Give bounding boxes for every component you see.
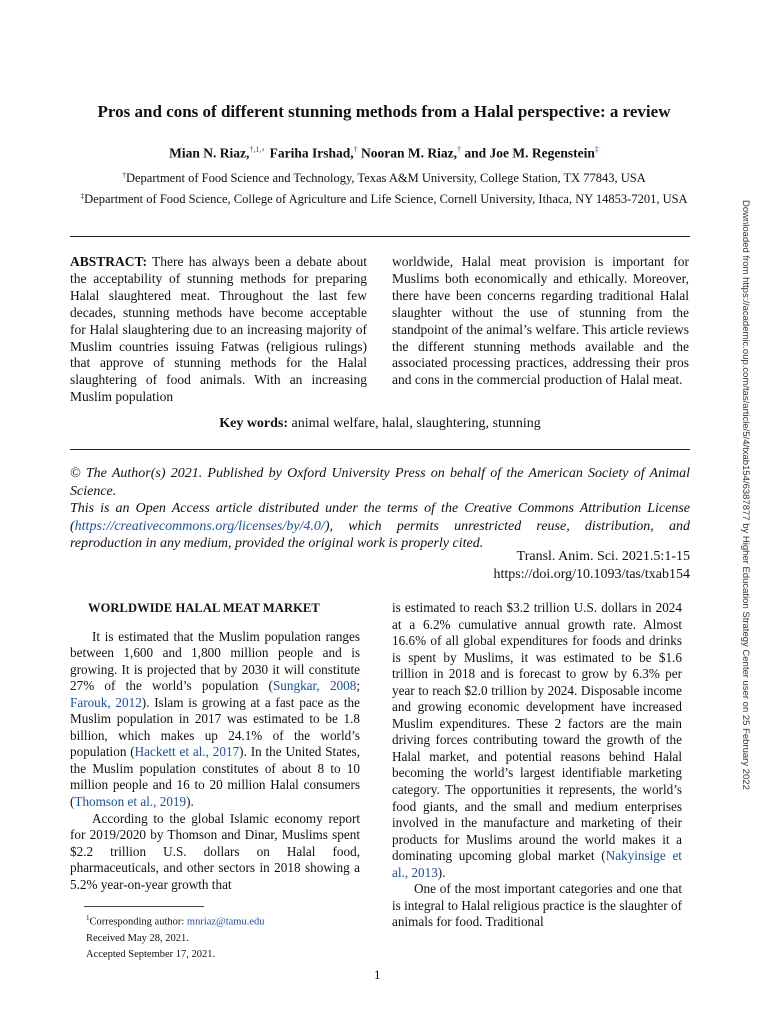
footnotes xyxy=(86,910,265,963)
license-statement xyxy=(70,465,690,553)
corresponding-author: $^1$Corresponding author: mnriaz@tamu.edu xyxy=(86,914,265,928)
author-list xyxy=(40,141,728,163)
author-marks: † xyxy=(456,145,461,154)
paragraph: One of the most important categories and one that is integral to Halal religious practice is the slaughter of animals for food. Traditional xyxy=(392,881,682,930)
section-heading: WORLDWIDE HALAL MEAT MARKET xyxy=(88,601,320,615)
keywords xyxy=(70,416,690,432)
abstract-label: ABSTRACT: xyxy=(70,254,148,269)
abstract-column-2: worldwide, Halal meat provision is important for Muslims both economically and ethically. Moreover, there have been concerns regarding traditional Halal slaughter without the use of stunning from the standpoint of the animal’s welfare. This article reviews the different stunning methods available and the associated processing practices, addressing their pros and cons in the commercial production of Halal meat. xyxy=(392,254,689,388)
citation-link[interactable]: Thomson et al., 2019 xyxy=(74,794,187,810)
license-link[interactable]: https://creativecommons.org/licenses/by/4.0/ xyxy=(74,518,325,534)
citation-link[interactable]: Hackett et al., 2017 xyxy=(134,744,240,760)
paragraph: is estimated to reach $3.2 trillion U.S. dollars in 2024 at a 6.2% cumulative annual growth rate. Almost 16.6% of all global expenditures for foods and drinks is spent by Muslims, it was estimated to be $1.6 trillion in 2018 and is forecast to grow by 6.3% per year to reach $2.0 trillion by 2024. Disposable income and growing economic development have increased Muslim expenditures. These 2 factors are the main driving forces contributing toward the growth of the Halal market, and potential reasons behind Halal becoming the world’s largest identifiable marketing category. The opportunities it represents, the world’s food giants, and the small and medium enterprises involved in the manufacture and marketing of their products for Muslims around the world makes it a dominating upcoming global market (Nakyinsige et al., 2013). xyxy=(392,600,682,880)
abstract-column-1 xyxy=(70,254,367,406)
citation-link[interactable]: Nakyinsige et al., 2013 xyxy=(392,848,682,880)
citation-link[interactable]: Farouk, 2012 xyxy=(70,694,142,710)
received-date: Received May 28, 2021. xyxy=(86,932,189,944)
author-marks: † xyxy=(353,145,358,154)
paragraph: According to the global Islamic economy report for 2019/2020 by Thomson and Dinar, Muslims spent $2.2 trillion U.S. dollars on Halal food, pharmaceuticals, and other sectors in 2018 showing a 5.2% year-on-year growth that xyxy=(70,810,360,892)
affiliation-1: †Department of Food Science and Technology, Texas A&M University, College Station, TX 77843, USA xyxy=(122,170,646,186)
download-watermark xyxy=(735,200,755,840)
journal-ref: Transl. Anim. Sci. 2021.5:1-15 xyxy=(516,549,690,564)
email-link[interactable]: mnriaz@tamu.edu xyxy=(186,916,265,928)
license-line: This is an Open Access article distributed under the terms of the Creative Commons Attribution License (https://creativecommons.org/licenses/by/4.0/), which permits unrestricted reuse, distribution, and reproduction in any medium, provided the original work is properly cited. xyxy=(70,501,690,551)
journal-citation xyxy=(493,548,690,583)
download-watermark-text: Downloaded from https://academic.oup.com/tas/article/5/4/txab154/6387877 by Higher Education Strategy Center user on 25 February 2022 xyxy=(740,200,751,790)
author-name: Mian N. Riaz, xyxy=(169,145,250,161)
keywords-text: animal welfare, halal, slaughtering, stunning xyxy=(291,416,541,431)
abstract-text: There has always been a debate about the acceptability of stunning methods for preparing Halal slaughtered meat. Throughout the last few decades, stunning methods have become acceptable for Halal slaughtering due to an increasing majority of Muslim countries issuing Fatwas (religious rulings) that approve of stunning methods for the Halal slaughtering of food animals. With an increasing Muslim population xyxy=(70,254,367,405)
body-column-1 xyxy=(70,600,360,893)
author-name: Nooran M. Riaz, xyxy=(361,145,457,161)
accepted-date: Accepted September 17, 2021. xyxy=(86,948,216,960)
doi-link[interactable]: https://doi.org/10.1093/tas/txab154 xyxy=(493,566,690,582)
body-column-2 xyxy=(392,600,682,931)
affiliation-2: ‡Department of Food Science, College of Agriculture and Life Science, Cornell University, Ithaca, NY 14853-7201, USA xyxy=(80,191,688,207)
article-title: Pros and cons of different stunning methods from a Halal perspective: a review xyxy=(97,102,671,121)
author-name: Fariha Irshad, xyxy=(269,145,354,161)
divider-top xyxy=(70,236,690,237)
copyright-line: © The Author(s) 2021. Published by Oxford University Press on behalf of the American Society of Animal Science. xyxy=(70,466,690,499)
citation-link[interactable]: Sungkar, 2008 xyxy=(272,678,357,694)
divider-bottom xyxy=(70,449,690,450)
keywords-label: Key words: xyxy=(219,416,289,431)
orcid-icon[interactable]: ◐ xyxy=(261,145,267,154)
page-number: 1 xyxy=(374,967,381,982)
paragraph: It is estimated that the Muslim population ranges between 1,600 and 1,800 million people and is growing. It is projected that by 2030 it will constitute 27% of the world’s population (Sungkar, 2008; Farouk, 2012). Islam is growing at a fast pace as the Muslim population in 2017 was estimated to be 1.8 billion, which makes up 24.1% of the world’s population (Hackett et al., 2017). In the United States, the Muslim population constitutes of about 8 to 10 million people and 16 to 20 million Halal consumers (Thomson et al., 2019). xyxy=(70,628,360,810)
footnote-divider xyxy=(84,906,204,907)
author-marks: †,1, xyxy=(249,145,262,154)
author-marks: ‡ xyxy=(594,145,599,154)
affiliations xyxy=(80,166,688,208)
author-name: and Joe M. Regenstein xyxy=(464,145,595,161)
